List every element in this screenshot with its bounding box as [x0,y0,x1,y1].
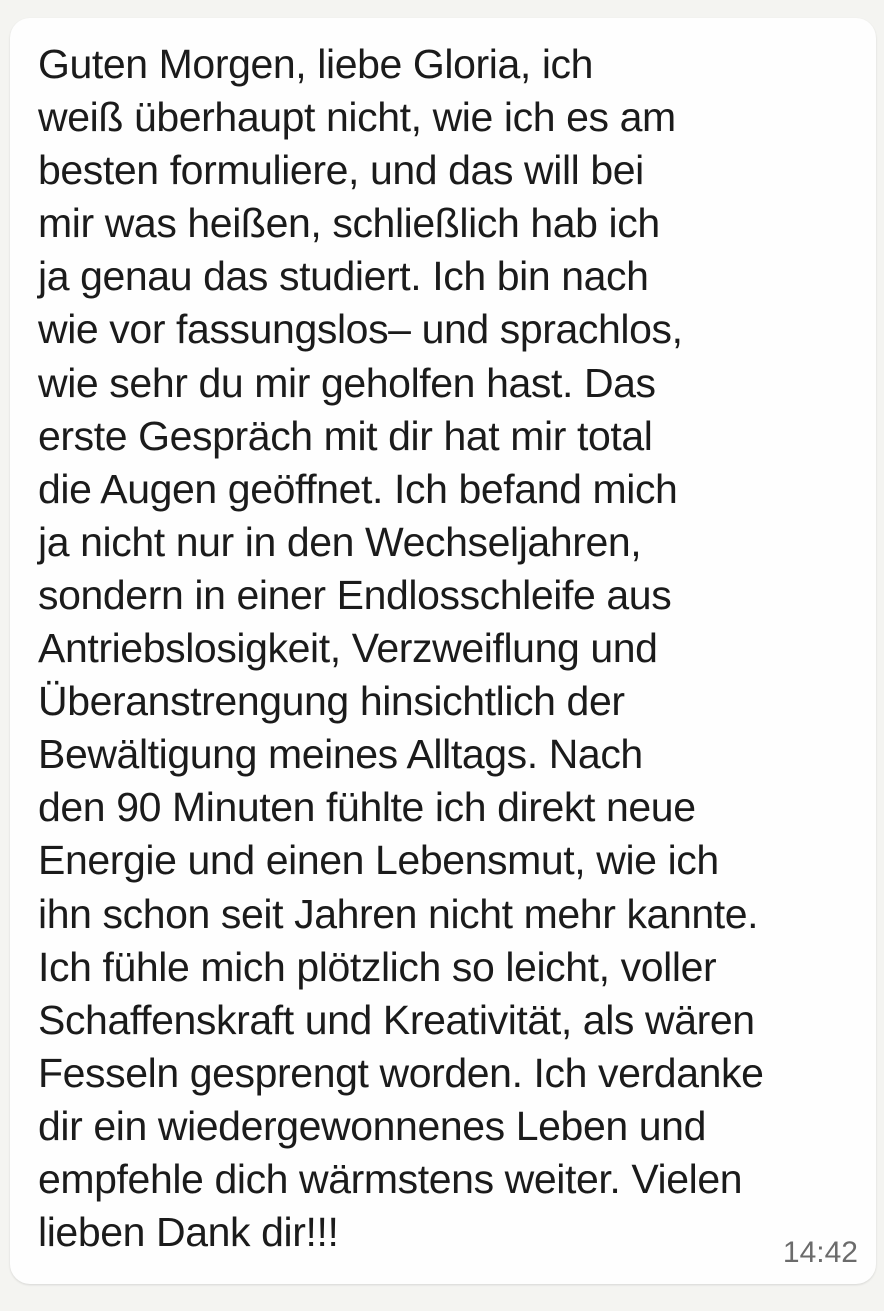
message-line: dir ein wiedergewonnenes Leben und [38,1102,706,1149]
message-line: erste Gespräch mit dir hat mir total [38,412,653,459]
message-line: ihn schon seit Jahren nicht mehr kannte. [38,890,759,937]
message-timestamp: 14:42 [782,1236,858,1269]
message-line: Überanstrengung hinsichtlich der [38,678,625,725]
message-line: Guten Morgen, liebe Gloria, ich [38,41,594,87]
message-text [38,38,764,1259]
message-line: empfehle dich wärmstens weiter. Vielen [38,1155,743,1202]
message-line: die Augen geöffnet. Ich befand mich [38,465,678,512]
message-line: besten formuliere, und das will bei [38,147,644,194]
message-line: sondern in einer Endlosschleife aus [38,571,672,618]
message-line: Fesseln gesprengt worden. Ich verdanke [38,1049,764,1096]
message-line: wie vor fassungslos– und sprachlos, [38,306,683,353]
message-line: lieben Dank dir!!! [38,1209,339,1256]
message-line: Ich fühle mich plötzlich so leicht, voller [38,943,717,990]
message-line: ja nicht nur in den Wechseljahren, [38,518,642,565]
message-line: Antriebslosigkeit, Verzweiflung und [38,625,658,672]
message-line: Energie und einen Lebensmut, wie ich [38,837,719,884]
message-line: ja genau das studiert. Ich bin nach [38,253,649,300]
message-line: Schaffenskraft und Kreativität, als wären [38,996,755,1043]
message-line: mir was heißen, schließlich hab ich [38,200,660,247]
message-line: weiß überhaupt nicht, wie ich es am [38,94,676,141]
message-line: den 90 Minuten fühlte ich direkt neue [38,784,696,831]
message-bubble[interactable] [10,18,876,1284]
message-line: Bewältigung meines Alltags. Nach [38,731,643,778]
message-line: wie sehr du mir geholfen hast. Das [38,359,656,406]
